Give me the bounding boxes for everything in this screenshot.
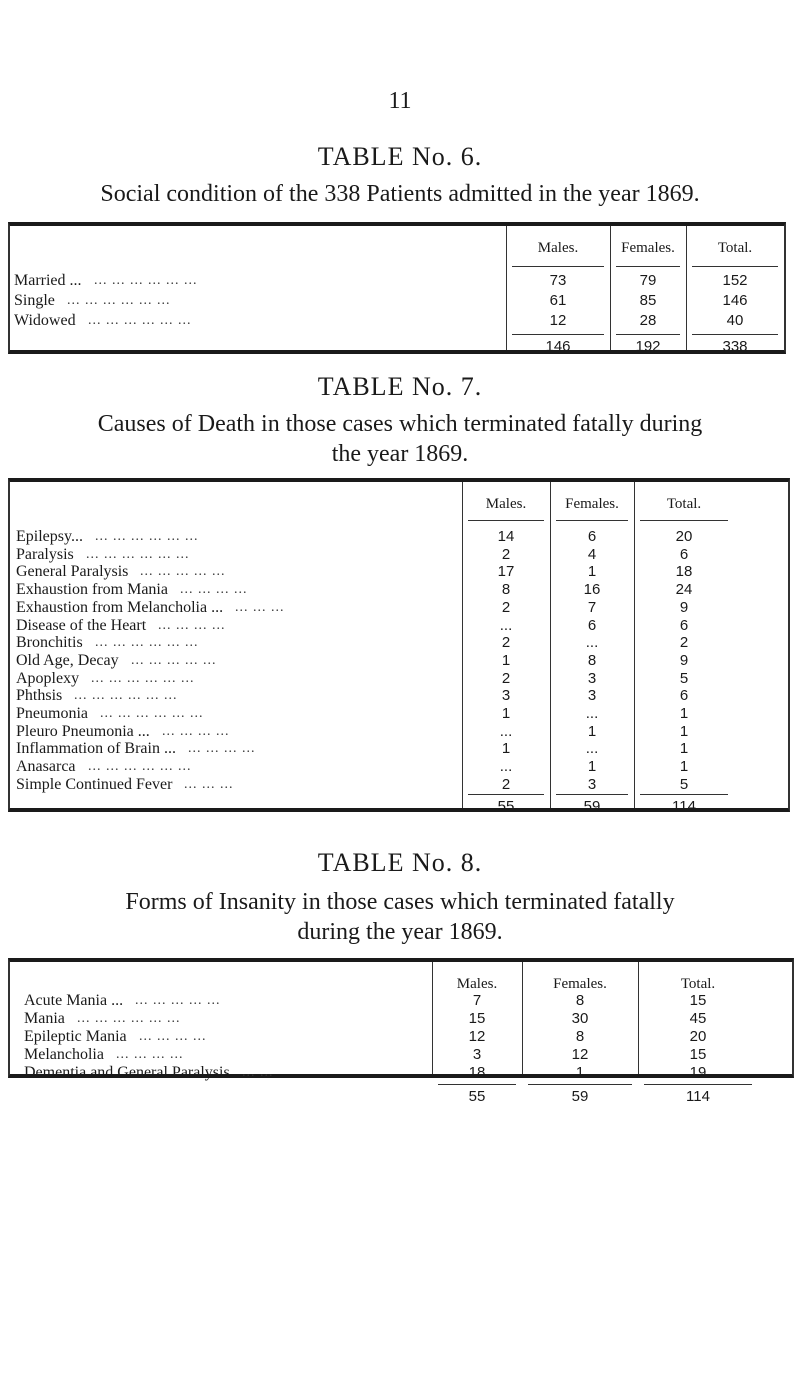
table8-heading: TABLE No. 8. [317, 848, 483, 877]
total-total: 114 [686, 1088, 710, 1105]
rule-line [692, 334, 778, 335]
row-label: Old Age, Decay [16, 651, 119, 669]
cell-males: 15 [468, 1010, 486, 1027]
cell-males: 61 [549, 292, 567, 309]
cell-total: 9 [679, 598, 689, 616]
leader-dots: ... ... ... ... [116, 1047, 184, 1062]
row-label: Dementia and General Paralysis [24, 1064, 230, 1081]
cell-females: 1 [587, 722, 597, 740]
cell-males: 2 [501, 634, 511, 652]
row-label: Married ... [14, 272, 82, 289]
cell-males: 1 [501, 651, 511, 669]
cell-total: 40 [726, 312, 744, 329]
rule-line [556, 520, 628, 521]
column-header-males: Males. [537, 240, 579, 256]
leader-dots: ... ... ... ... ... ... [86, 546, 190, 562]
cell-females: ... [585, 740, 599, 758]
row-label: Pneumonia [16, 705, 88, 722]
cell-total: 15 [689, 992, 707, 1009]
cell-females: 8 [587, 651, 597, 669]
leader-dots: ... ... ... ... [180, 582, 248, 598]
cell-females: 3 [587, 687, 597, 705]
table7 [8, 478, 790, 815]
table8-title-line2: during the year 1869. [297, 919, 503, 945]
row-label: Acute Mania ... [24, 992, 124, 1009]
table6 [8, 222, 786, 354]
row-label: Epilepsy... [16, 528, 83, 545]
cell-males: 2 [501, 775, 511, 793]
cell-males: 2 [501, 598, 511, 616]
leader-dots: ... ... ... ... ... ... [91, 670, 195, 686]
cell-females: 1 [575, 1064, 585, 1081]
cell-females: 1 [587, 758, 597, 776]
leader-dots: ... ... ... [235, 599, 285, 615]
cell-males: ... [499, 758, 513, 776]
rule-line [512, 334, 604, 335]
column-header-total: Total. [666, 496, 702, 512]
cell-total: 20 [689, 1028, 707, 1045]
leader-dots: ... ... ... ... ... ... [95, 635, 199, 651]
cell-total: 18 [675, 563, 693, 581]
leader-dots: ... ... ... ... ... ... [88, 759, 192, 775]
row-label: Exhaustion from Mania [16, 581, 168, 599]
column-header-males: Males. [485, 496, 527, 512]
cell-females: 85 [639, 292, 657, 309]
rule-line [512, 266, 604, 267]
cell-males: 1 [501, 705, 511, 722]
row-label: Mania [24, 1010, 65, 1027]
total-females: 59 [571, 1088, 589, 1105]
cell-males: 17 [497, 563, 515, 581]
leader-dots: ... ... ... ... ... ... [77, 1011, 181, 1026]
rule-line [616, 266, 680, 267]
row-label: Simple Continued Fever [16, 775, 173, 793]
cell-total: 146 [722, 292, 748, 309]
cell-females: 30 [571, 1010, 589, 1027]
cell-total: 6 [679, 545, 689, 563]
row-label: Epileptic Mania [24, 1028, 127, 1045]
row-label: Disease of the Heart [16, 616, 147, 634]
cell-females: 12 [571, 1046, 589, 1063]
column-header-males: Males. [456, 976, 498, 992]
cell-total: 6 [679, 616, 689, 634]
row-label: Inflammation of Brain ... [16, 740, 176, 758]
cell-males: ... [499, 722, 513, 740]
cell-total: 15 [689, 1046, 707, 1063]
table6-heading: TABLE No. 6. [317, 142, 483, 171]
cell-females: 6 [587, 616, 597, 634]
leader-dots: ... ... ... ... ... [140, 564, 226, 580]
rule-line [468, 794, 544, 795]
cell-total: 9 [679, 651, 689, 669]
leader-dots: ... ... ... ... ... ... [95, 529, 199, 544]
cell-females: 16 [583, 581, 601, 599]
cell-total: 1 [679, 722, 689, 740]
rule-line [692, 266, 778, 267]
leader-dots: ... ... ... [184, 776, 234, 792]
leader-dots: ... ... ... ... ... ... [94, 273, 198, 288]
cell-total: 5 [679, 669, 689, 687]
leader-dots: ... ... ... ... [158, 617, 226, 633]
rule-line [616, 334, 680, 335]
table8-title-line1: Forms of Insanity in those cases which terminated fatally [125, 889, 675, 915]
table6-title: Social condition of the 338 Patients admitted in the year 1869. [100, 181, 700, 207]
row-label: General Paralysis [16, 563, 129, 581]
total-males: 55 [497, 798, 515, 815]
rule-line [468, 520, 544, 521]
column-header-total: Total. [680, 976, 716, 992]
cell-females: ... [585, 705, 599, 722]
leader-dots: ... ... ... ... ... [131, 652, 217, 668]
table7-title-line1: Causes of Death in those cases which terminated fatally during [97, 411, 703, 437]
total-total: 338 [722, 338, 748, 355]
cell-males: 1 [501, 740, 511, 758]
column-header-total: Total. [717, 240, 753, 256]
leader-dots: ... ... ... ... ... ... [67, 293, 171, 308]
cell-total: 2 [679, 634, 689, 652]
cell-total: 1 [679, 740, 689, 758]
leader-dots: ... ... ... ... ... [135, 993, 221, 1008]
row-label: Single [14, 292, 55, 309]
cell-males: 8 [501, 581, 511, 599]
rule-line [556, 794, 628, 795]
total-total: 114 [672, 798, 696, 815]
cell-males: 2 [501, 669, 511, 687]
column-header-females: Females. [621, 240, 675, 256]
cell-females: 28 [639, 312, 657, 329]
table8 [8, 958, 794, 1105]
cell-total: 24 [675, 581, 693, 599]
rule-line [528, 1084, 632, 1085]
table7-title-line2: the year 1869. [331, 441, 469, 467]
cell-males: 3 [501, 687, 511, 705]
cell-females: 3 [587, 775, 597, 793]
cell-total: 45 [689, 1010, 707, 1027]
cell-total: 1 [679, 705, 689, 722]
cell-total: 152 [722, 272, 748, 289]
cell-females: 3 [587, 669, 597, 687]
cell-females: 4 [587, 545, 597, 563]
cell-females: 1 [587, 563, 597, 581]
column-header-females: Females. [565, 496, 619, 512]
total-females: 59 [583, 798, 601, 815]
cell-females: 8 [575, 992, 585, 1009]
leader-dots: ... ... ... ... ... ... [88, 313, 192, 328]
cell-males: 2 [501, 545, 511, 563]
cell-females: 8 [575, 1028, 585, 1045]
rule-line [644, 1084, 752, 1085]
cell-males: 3 [472, 1046, 482, 1063]
column-header-females: Females. [553, 976, 607, 992]
leader-dots: ... ... [242, 1065, 274, 1080]
leader-dots: ... ... ... ... ... ... [74, 688, 178, 704]
leader-dots: ... ... ... ... [188, 741, 256, 757]
total-females: 192 [635, 338, 661, 355]
table7-heading: TABLE No. 7. [317, 372, 483, 401]
cell-females: 6 [587, 528, 597, 545]
row-label: Phthsis [16, 687, 63, 705]
cell-females: 7 [587, 598, 597, 616]
rule-line [640, 520, 728, 521]
row-label: Bronchitis [16, 634, 83, 652]
cell-males: ... [499, 616, 513, 634]
row-label: Anasarca [16, 758, 76, 776]
cell-females: ... [585, 634, 599, 652]
cell-total: 6 [679, 687, 689, 705]
row-label: Apoplexy [16, 669, 80, 687]
cell-females: 79 [639, 272, 657, 289]
total-males: 55 [468, 1088, 486, 1105]
row-label: Paralysis [16, 545, 74, 563]
cell-males: 14 [497, 528, 515, 545]
row-label: Melancholia [24, 1046, 104, 1063]
page-number: 11 [388, 88, 412, 114]
cell-total: 5 [679, 775, 689, 793]
cell-males: 7 [472, 992, 482, 1009]
cell-males: 12 [549, 312, 567, 329]
cell-total: 20 [675, 528, 693, 545]
leader-dots: ... ... ... ... [162, 723, 230, 739]
total-males: 146 [545, 338, 571, 355]
cell-males: 73 [549, 272, 567, 289]
rule-line [640, 794, 728, 795]
row-label: Pleuro Pneumonia ... [16, 722, 150, 740]
row-label: Exhaustion from Melancholia ... [16, 598, 224, 616]
cell-males: 18 [468, 1064, 486, 1081]
leader-dots: ... ... ... ... [139, 1029, 207, 1044]
cell-total: 1 [679, 758, 689, 776]
leader-dots: ... ... ... ... ... ... [100, 706, 204, 721]
cell-males: 12 [468, 1028, 486, 1045]
rule-line [438, 1084, 516, 1085]
cell-total: 19 [689, 1064, 707, 1081]
row-label: Widowed [14, 312, 76, 329]
